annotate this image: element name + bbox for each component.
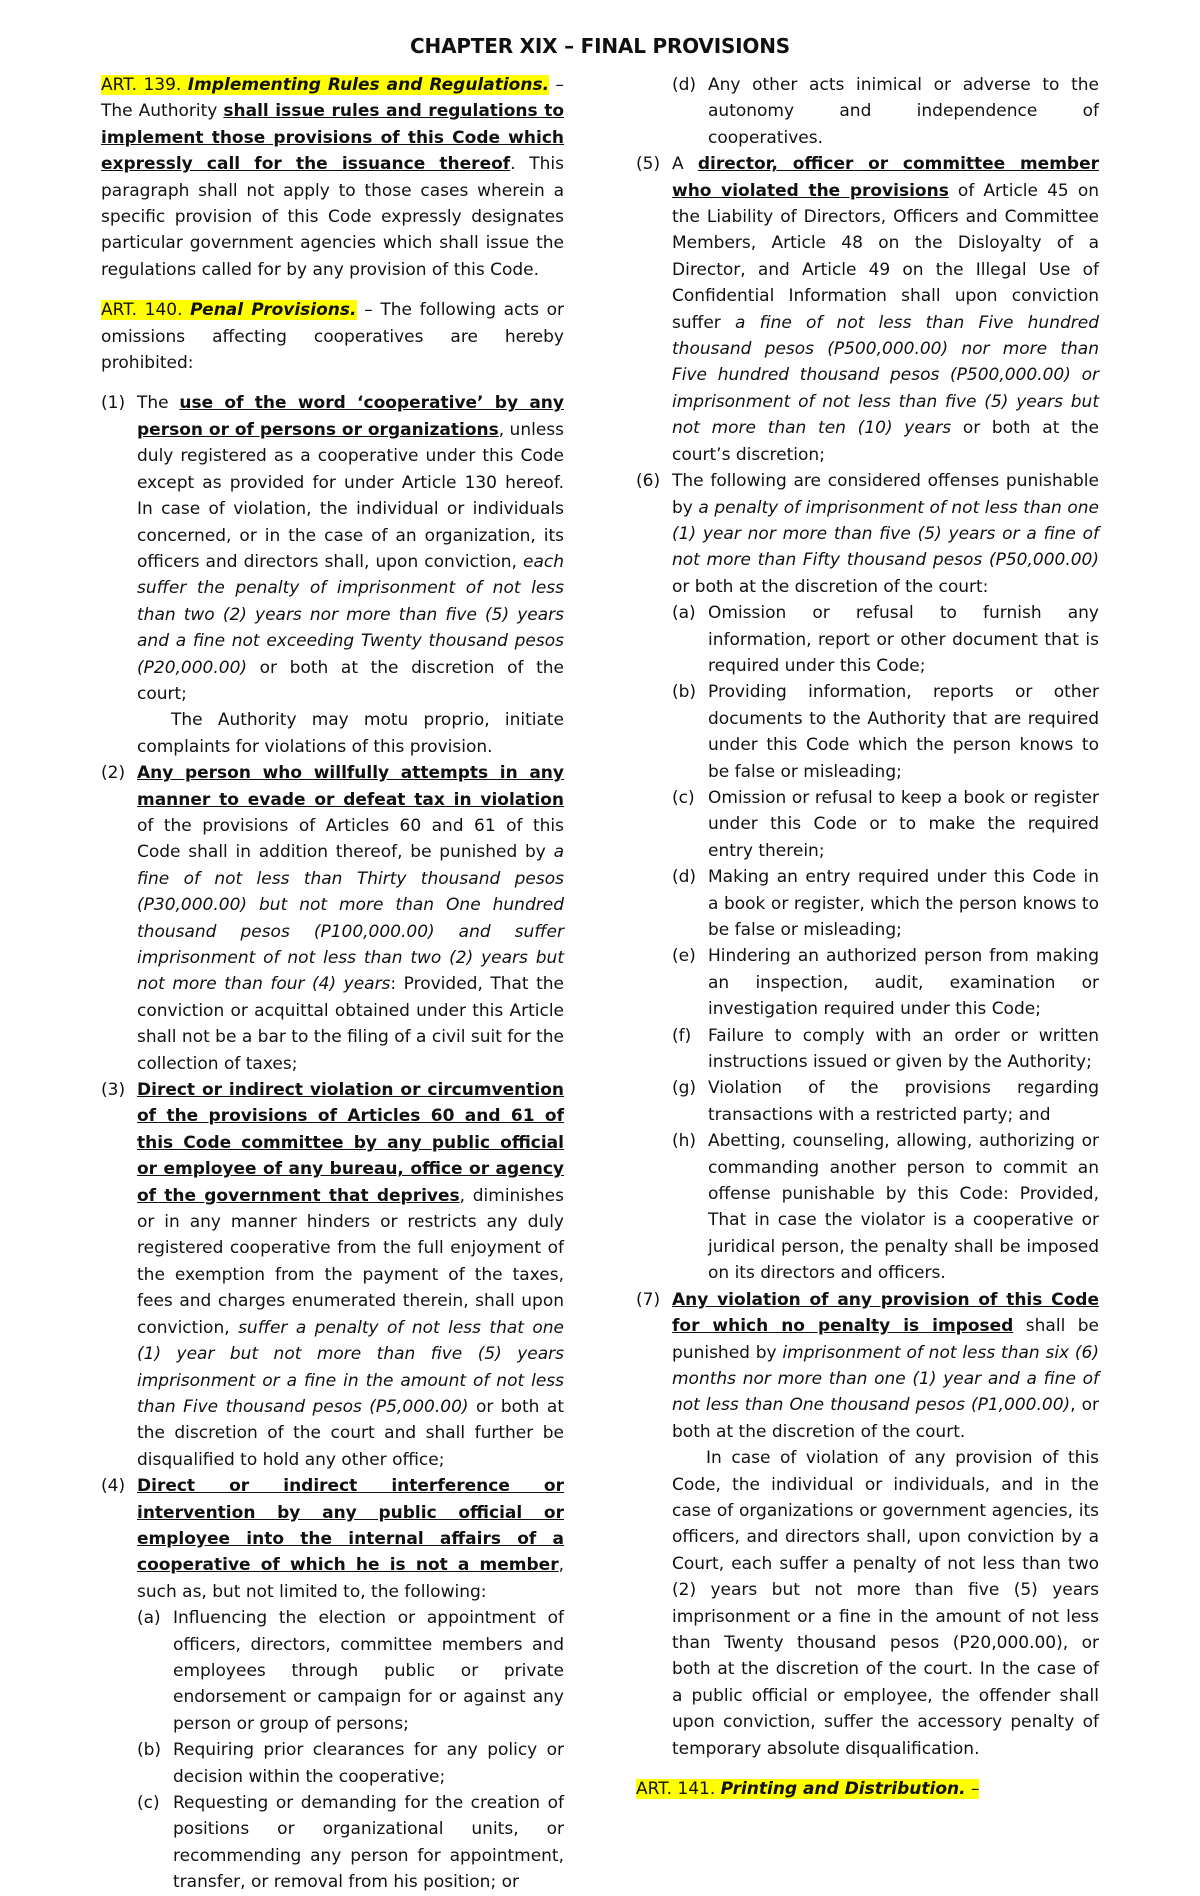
art-139-label: ART. 139. Implementing Rules and Regulations. (101, 75, 550, 95)
penal-item-6g: (g) Violation of the provisions regarding transactions with a restricted party; and (672, 1078, 1099, 1125)
penal-item-4b: (b) Requiring prior clearances for any policy or decision within the cooperative; (137, 1740, 564, 1787)
penal-item-6: (6) The following are considered offenses punishable by a penalty of imprisonment of not less than one (1) year nor more than five (5) years or a fine of not more than Fifty thousand pesos (P50,000.00) or both at the discretion of the court: (636, 471, 1099, 597)
art-141-label: ART. 141. Printing and Distribution. – (636, 1779, 980, 1799)
penal-item-6f: (f) Failure to comply with an order or written instructions issued or given by the Authority; (672, 1025, 1099, 1073)
penal-item-6h: (h) Abetting, counseling, allowing, authorizing or commanding another person to commit an offense punishable by this Code: Provided, That in case the violator is a cooperative or juridical person, the penalty shall be imposed on its directors and officers. (672, 1131, 1099, 1284)
art-139-emphasis: shall issue rules and regulations to implement those provisions of this Code which expressly call for the issuance thereof (101, 101, 564, 175)
penal-item-6a: (a) Omission or refusal to furnish any information, report or other document that is required under this Code; (672, 603, 1099, 676)
penal-item-6b: (b) Providing information, reports or other documents to the Authority that are required under this Code which the person knows to be false or misleading; (672, 682, 1099, 782)
penal-item-4: (4) Direct or indirect interference or intervention by any public official or employee into the internal affairs of a cooperative of which he is not a member, such as, but not limited to, the following: (101, 1476, 564, 1602)
penal-item-6c: (c) Omission or refusal to keep a book or register under this Code or to make the required entry therein; (672, 787, 1099, 861)
penal-item-5: (5) A director, officer or committee member who violated the provisions of Article 45 on the Liability of Directors, Officers and Committee Members, Article 48 on the Disloyalty of a Director, and Article 49 on the Illegal Use of Confidential Information shall upon conviction suffer a fine of not less than Five hundred thousand pesos (P500,000.00) nor more than Five hundred thousand pesos (P500,000.00) or imprisonment of not less than five (5) years but not more than ten (10) years or both at the court’s discretion; (636, 154, 1100, 465)
chapter-title: CHAPTER XIX – FINAL PROVISIONS (410, 34, 790, 58)
penal-item-4a: (a) Influencing the election or appointment of officers, directors, committee members and employees through public or private endorsement or campaign for or against any person or group of persons; (137, 1608, 564, 1734)
penal-item-1: (1) The use of the word ‘cooperative’ by any person or of persons or organizations, unless duly registered as a cooperative under this Code except as provided for under Article 130 hereof. In case of violation, the individual or individuals concerned, or in the case of an organization, its officers and directors shall, upon conviction, each suffer the penalty of imprisonment of not less than two (2) years nor more than five (5) years and a fine not exceeding Twenty thousand pesos (P20,000.00) or both at the discretion of the court; (101, 393, 564, 704)
penal-item-6d: (d) Making an entry required under this Code in a book or register, which the person knows to be false or misleading; (672, 867, 1099, 940)
penal-item-2: (2) Any person who willfully attempts in any manner to evade or defeat tax in violation of the provisions of Articles 60 and 61 of this Code shall in addition thereof, be punished by a fine of not less than Thirty thousand pesos (P30,000.00) but not more than One hundred thousand pesos (P100,000.00) and suffer imprisonment of not less than two (2) years but not more than four (4) years: Provided, That the conviction or acquittal obtained under this Article shall not be a bar to the filing of a civil suit for the collection of taxes; (101, 763, 564, 1074)
right-column (636, 72, 1099, 1802)
art-140-label: ART. 140. Penal Provisions. (101, 300, 357, 321)
penal-item-7: (7) Any violation of any provision of this Code for which no penalty is imposed shall be punished by imprisonment of not less than six (6) months nor more than one (1) year and a fine of not less than One thousand pesos (P1,000.00), or both at the discretion of the court. (636, 1289, 1099, 1442)
penal-item-1-note: The Authority may motu proprio, initiate complaints for violations of this provision. (137, 710, 564, 757)
penal-item-6e: (e) Hindering an authorized person from making an inspection, audit, examination or investigation required under this Code; (672, 946, 1099, 1020)
art-140-paragraph: ART. 140. Penal Provisions. – The following acts or omissions affecting cooperatives are hereby prohibited: (101, 300, 565, 374)
left-column (101, 72, 564, 1896)
penal-item-7-note: In case of violation of any provision of this Code, the individual or individuals, and in the case of organizations or government agencies, its officers, and directors shall, upon conviction by a Court, each suffer a penalty of not less than two (2) years but not more than five (5) years imprisonment or a fine in the amount of not less than Twenty thousand pesos (P20,000.00), or both at the discretion of the court. In the case of a public official or employee, the offender shall upon conviction, suffer the accessory penalty of temporary absolute disqualification. (672, 1448, 1099, 1759)
penal-item-3: (3) Direct or indirect violation or circumvention of the provisions of Articles 60 and 61 of this Code committee by any public official or employee of any bureau, office or agency of the government that deprives, diminishes or in any manner hinders or restricts any duly registered cooperative from the full enjoyment of the exemption from the payment of the taxes, fees and charges enumerated therein, shall upon conviction, suffer a penalty of not less that one (1) year but not more than five (5) years imprisonment or a fine in the amount of not less than Five thousand pesos (P5,000.00) or both at the discretion of the court and shall further be disqualified to hold any other office; (101, 1080, 565, 1470)
art-139-paragraph: ART. 139. Implementing Rules and Regulations. – The Authority shall issue rules and regulations to implement those provisions of this Code which expressly call for the issuance thereof. This paragraph shall not apply to those cases wherein a specific provision of this Code expressly designates particular government agencies which shall issue the regulations called for by any provision of this Code. (101, 75, 565, 280)
art-141-paragraph (636, 1776, 1099, 1802)
penal-item-4d: (d) Any other acts inimical or adverse to the autonomy and independence of cooperatives. (672, 75, 1099, 148)
penal-item-4c: (c) Requesting or demanding for the creation of positions or organizational units, or recommending any person for appointment, transfer, or removal from his position; or (137, 1793, 564, 1893)
